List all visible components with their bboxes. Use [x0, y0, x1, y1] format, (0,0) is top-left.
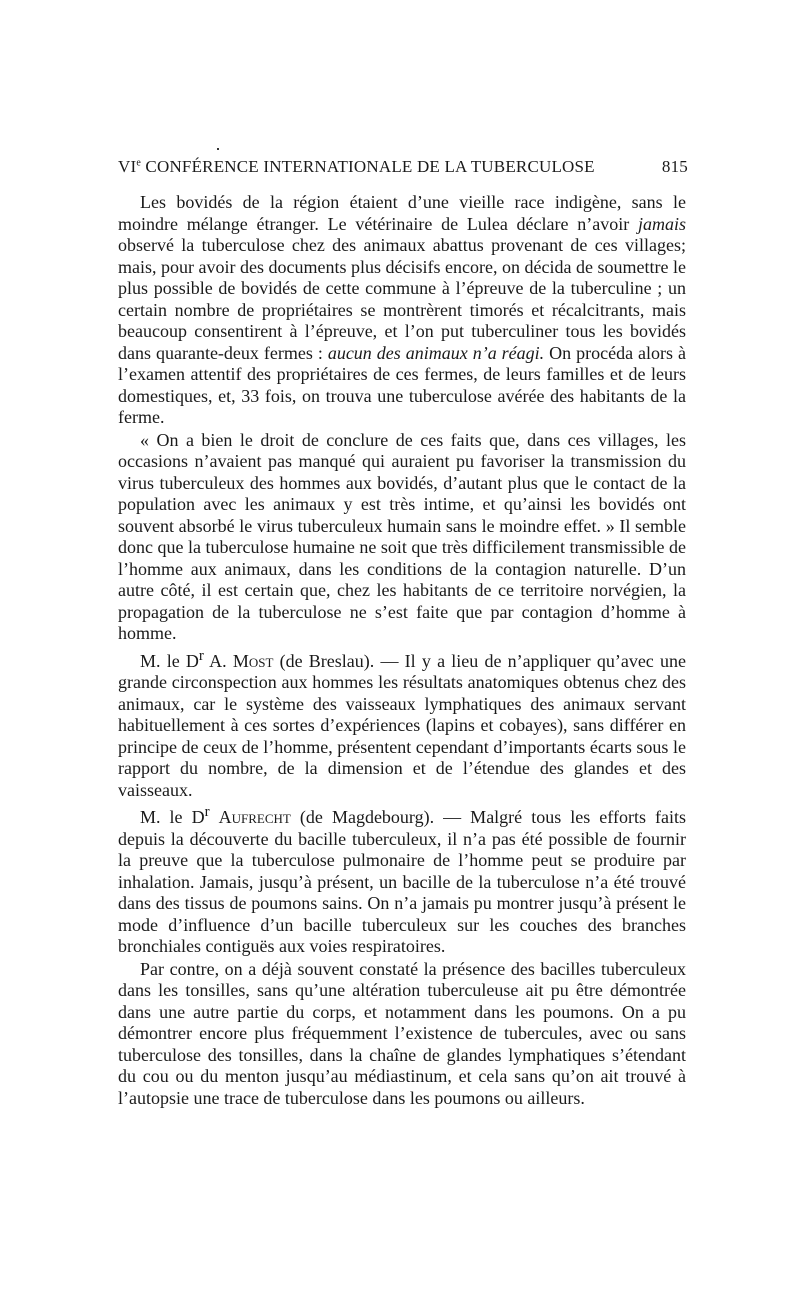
paragraph-4: M. le $D^r$ Aufrecht (de Magdebourg). — Malgré tous les efforts faits depuis la découverte du bacille tuberculeux, il n’a pas été possible de fournir la preuve que la tuberculose pulmonaire de l’homme peut se produire par inhalation. Jamais, jusqu’à présent, un bacille de la tuberculose n’a été trouvé dans des tissus de poumons sains. On n’a jamais pu montrer jusqu’à présent le mode d’influence d’un bacille tuberculeux sur les couches des branches bronchiales contiguës aux voies respiratoires.	[118, 804, 686, 956]
header-title: VIe CONFÉRENCE INTERNATIONALE DE LA TUBERCULOSE	[118, 157, 595, 176]
speaker-name: Most	[232, 650, 274, 671]
speaker-name: Aufrecht	[218, 807, 291, 827]
ink-speck	[217, 148, 219, 150]
paragraph-3: M. le $D^r$ A. Most (de Breslau). — Il y a lieu de n’appliquer qu’avec une grande circonspection aux hommes les résultats anatomiques obtenus chez des animaux, car le système des vaisseaux lymphatiques des animaux servant habituellement à ces sortes d’expériences (lapins et cobayes), sans différer en principe de ceux de l’homme, présentent cependant d’importants écarts sous le rapport du nombre, de la dimension et de l’étendue des glandes et des vaisseaux.	[118, 647, 686, 800]
paragraph-1: Les bovidés de la région étaient d’une vieille race indigène, sans le moindre mélange étranger. Le vétérinaire de Lulea déclare n’avoir jamais observé la tuberculose chez des animaux abattus provenant de ces villages; mais, pour avoir des documents plus décisifs encore, on décida de soumettre le plus possible de bovidés de cette commune à l’épreuve de la tuberculine ; un certain nombre de propriétaires se montrèrent timorés et récalcitrants, mais beaucoup consentirent à l’épreuve, et l’on put tuberculiner tous les bovidés dans quarante-deux fermes : aucun des animaux n’a réagi. On procéda alors à l’examen attentif des propriétaires de ces fermes, de leurs familles et de leurs domestiques, et, 33 fois, on trouva une tuberculose avérée des habitants de la ferme.	[118, 192, 686, 427]
paragraph-2: « On a bien le droit de conclure de ces faits que, dans ces villages, les occasions n’avaient pas manqué qui auraient pu favoriser la transmission du virus tuberculeux des hommes aux bovidés, d’autant plus que le contact de la population avec les animaux y est très intime, et qu’ainsi les bovidés ont souvent absorbé le virus tuberculeux humain sans le moindre effet. » Il semble donc que la tuberculose humaine ne soit que très difficilement transmissible de l’homme aux animaux, dans les conditions de la contagion naturelle. D’un autre côté, il est certain que, chez les habitants de ce territoire norvégien, la propagation de la tuberculose ne s’est faite que par contagion d’homme à homme.	[118, 429, 687, 643]
page-number: 815	[661, 157, 688, 176]
paragraph-5: Par contre, on a déjà souvent constaté la présence des bacilles tuberculeux dans les tonsilles, sans qu’une altération tuberculeuse ait pu être démontrée dans une autre partie du corps, et notamment dans les poumons. On a pu démontrer encore plus fréquemment l’existence de tubercules, avec ou sans tuberculose des tonsilles, dans la chaîne de glandes lymphatiques s’étendant du cou ou du menton jusqu’au médiastinum, et cela sans qu’on ait trouvé à l’autopsie une trace de tuberculose dans les poumons ou ailleurs.	[118, 958, 686, 1108]
body-text	[118, 192, 686, 1110]
